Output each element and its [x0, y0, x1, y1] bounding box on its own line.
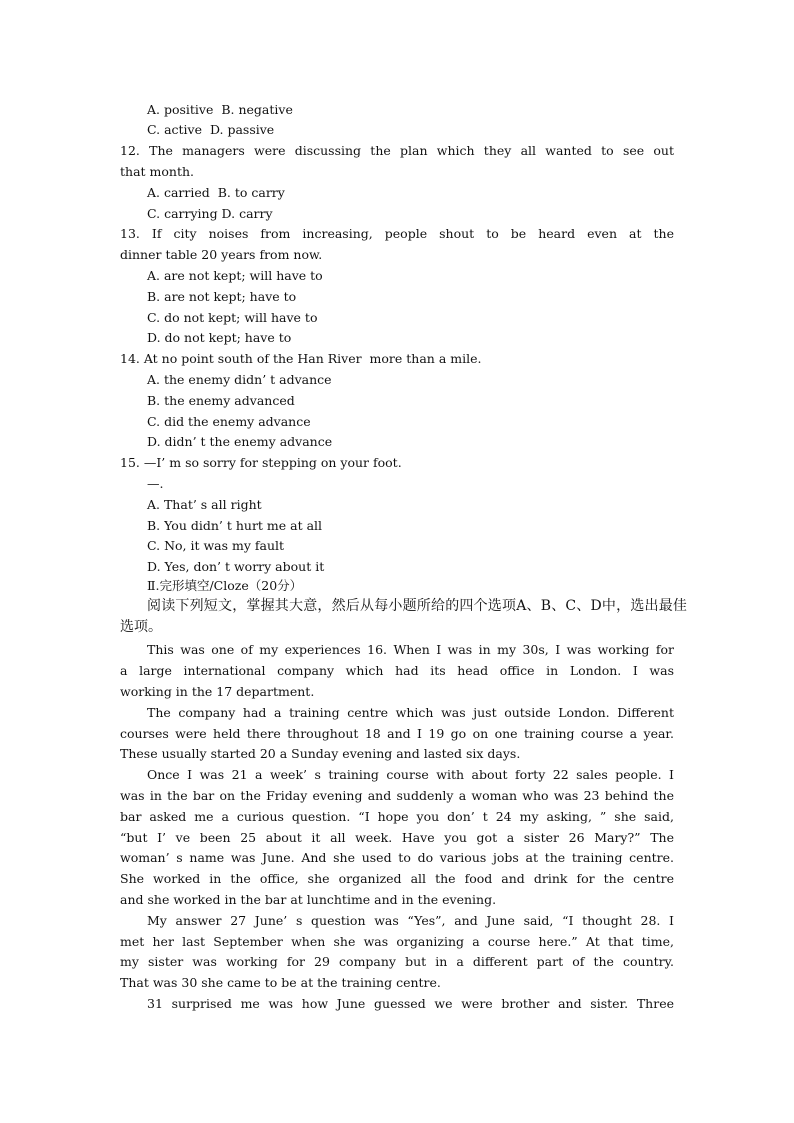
q12-options-ab: A. carried B. to carry — [147, 185, 285, 200]
q12-stem-line2: that month. — [120, 164, 194, 179]
q13-option-b: B. are not kept; have to — [147, 289, 297, 304]
passage-p3-line4: “but I’ ve been 25 about it all week. Have you got a sister 26 Mary?” The — [120, 830, 674, 845]
q13-stem-line2: dinner table 20 years from now. — [120, 247, 323, 262]
q14-option-b: B. the enemy advanced — [147, 393, 295, 408]
passage-p1-line3: working in the 17 department. — [120, 684, 315, 699]
passage-p4-line3: my sister was working for 29 company but in a different part of the country. — [120, 954, 674, 969]
passage-p3-line1: Once I was 21 a week’ s training course with about forty 22 sales people. I — [147, 767, 674, 782]
section2-instructions-line2: 选项。 — [120, 619, 162, 635]
passage-p4-line1: My answer 27 June’ s question was “Yes”, and June said, “I thought 28. I — [147, 913, 674, 928]
passage-p3-line2: was in the bar on the Friday evening and suddenly a woman who was 23 behind the — [120, 788, 674, 803]
q14-option-a: A. the enemy didn’ t advance — [147, 372, 332, 387]
passage-p4-line2: met her last September when she was organizing a course here.” At that time, — [120, 934, 674, 949]
q14-stem: 14. At no point south of the Han River more than a mile. — [120, 351, 482, 366]
q15-option-a: A. That’ s all right — [147, 497, 262, 512]
passage-p2-line2: courses were held there throughout 18 and I 19 go on one training course a year. — [120, 726, 674, 741]
q15-stem: 15. —I’ m so sorry for stepping on your foot. — [120, 455, 402, 470]
passage-p5-line1: 31 surprised me was how June guessed we were brother and sister. Three — [147, 996, 674, 1011]
q13-option-a: A. are not kept; will have to — [147, 268, 323, 283]
q13-option-d: D. do not kept; have to — [147, 330, 292, 345]
passage-p3-line7: and she worked in the bar at lunchtime and in the evening. — [120, 892, 497, 907]
q13-option-c: C. do not kept; will have to — [147, 310, 318, 325]
q12-options-cd: C. carrying D. carry — [147, 206, 273, 221]
q12-stem-line1: 12. The managers were discussing the plan which they all wanted to see out — [120, 143, 674, 158]
passage-p3-line3: bar asked me a curious question. “I hope you don’ t 24 my asking, ” she said, — [120, 809, 674, 824]
q15-option-b: B. You didn’ t hurt me at all — [147, 518, 323, 533]
q11-options-cd: C. active D. passive — [147, 122, 275, 137]
passage-p2-line1: The company had a training centre which was just outside London. Different — [147, 705, 674, 720]
q15-option-d: D. Yes, don’ t worry about it — [147, 559, 325, 574]
passage-p1-line2: a large international company which had its head office in London. I was — [120, 663, 674, 678]
q13-stem-line1: 13. If city noises from increasing, people shout to be heard even at the — [120, 226, 674, 241]
q15-reply: —. — [147, 476, 164, 491]
q14-option-d: D. didn’ t the enemy advance — [147, 434, 333, 449]
q14-option-c: C. did the enemy advance — [147, 414, 311, 429]
passage-p4-line4: That was 30 she came to be at the training centre. — [120, 975, 441, 990]
passage-p3-line5: woman’ s name was June. And she used to do various jobs at the training centre. — [120, 850, 674, 865]
passage-p3-line6: She worked in the office, she organized all the food and drink for the centre — [120, 871, 674, 886]
passage-p1-line1: This was one of my experiences 16. When I was in my 30s, I was working for — [147, 642, 674, 657]
q11-options-ab: A. positive B. negative — [147, 102, 293, 117]
passage-p2-line3: These usually started 20 a Sunday evening and lasted six days. — [120, 746, 521, 761]
q15-option-c: C. No, it was my fault — [147, 538, 285, 553]
section2-heading: Ⅱ.完形填空/Cloze（20分） — [147, 578, 303, 593]
section2-instructions-line1: 阅读下列短文，掌握其大意，然后从每小题所给的四个选项A、B、C、D中，选出最佳 — [147, 598, 688, 614]
